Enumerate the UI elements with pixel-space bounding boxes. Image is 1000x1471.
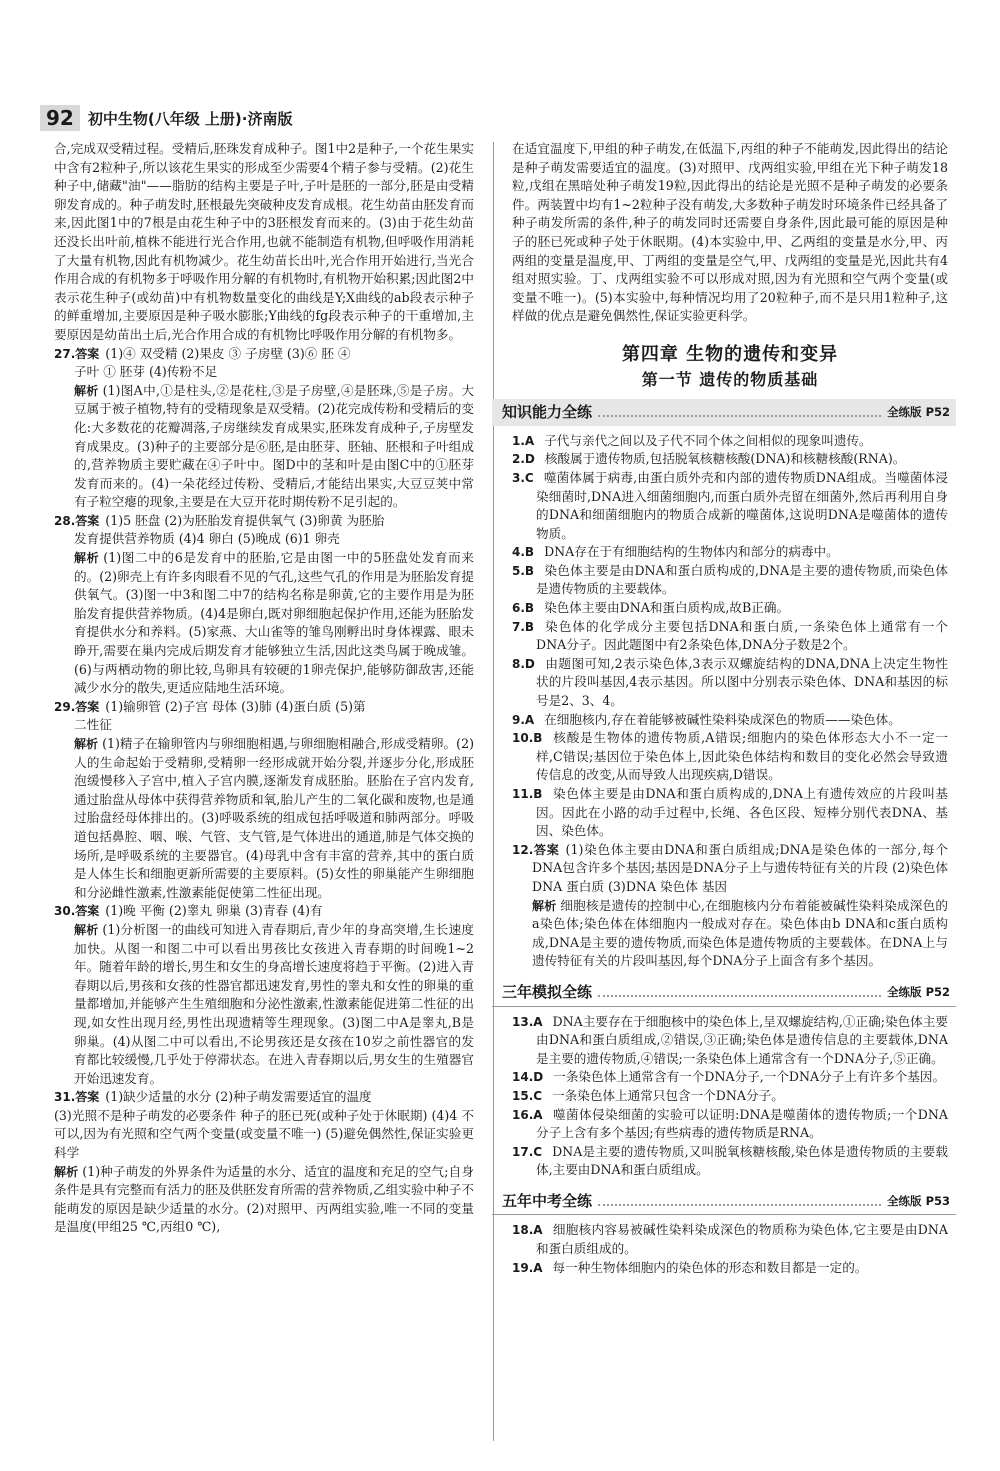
item-number: 7.B: [512, 619, 535, 634]
answer-label: 答案: [75, 346, 100, 361]
item-number: 13.A: [512, 1014, 543, 1029]
item-number: 8.D: [512, 656, 535, 671]
answer-text: (1)5 胚盘 (2)为胚胎发育提供氧气 (3)卵黄 为胚胎: [105, 512, 385, 528]
question-number: 29.: [54, 699, 76, 714]
answer-text: (1)染色体主要由DNA和蛋白质组成;DNA是染色体的一部分,每个DNA包含许多个基因;基因是DNA分子上与遗传特征有关的片段 (2)染色体 DNA 蛋白质 (3)DNA 染色体 基因: [532, 841, 948, 894]
answer-text-cont: 子叶 ① 胚芽 (4)传粉不足: [74, 364, 218, 380]
page-number: 92: [40, 105, 80, 131]
answer-item: [512, 1013, 948, 1069]
question-30: [54, 902, 474, 1088]
exercise-band-three-year: [492, 979, 956, 1007]
item-text: 噬菌体侵染细菌的实验可以证明:DNA是噬菌体的遗传物质;一个DNA分子上含有多个基因;有些病毒的遗传物质是RNA。: [536, 1106, 948, 1141]
item-number: 16.A: [512, 1107, 543, 1122]
answer-item: [512, 655, 948, 711]
chapter-title: 第四章 生物的遗传和变异: [621, 343, 839, 365]
item-text: 每一种生物体细胞内的染色体的形态和数目都是一定的。: [552, 1259, 868, 1275]
answer-label: 答案: [533, 842, 560, 857]
analysis-text: 细胞核是遗传的控制中心,在细胞核内分布着能被碱性染料染成深色的a染色体;染色体在体细胞内一般成对存在。染色体由b DNA和c蛋白质构成,DNA是主要的遗传物质,而染色体是遗传物质的主要载体。在DNA上与遗传特征有关的片段叫基因,每个DNA分子上面含有多个基因。: [532, 897, 948, 969]
answer-list-three-year: [512, 1013, 948, 1180]
answer-item: [512, 562, 948, 599]
answer-item: [512, 618, 948, 655]
answer-text: (1)④ 双受精 (2)果皮 ③ 子房壁 (3)⑥ 胚 ④: [105, 345, 351, 361]
answer-text: (1)晚 平衡 (2)睾丸 卵巢 (3)青春 (4)有: [105, 903, 323, 919]
band-page-tag: 全练版 P52: [887, 984, 950, 999]
item-text: 一条染色体上通常含有一个DNA分子,一个DNA分子上有许多个基因。: [553, 1069, 946, 1085]
answer-list-five-year: [512, 1221, 948, 1277]
item-text: 核酸属于遗传物质,包括脱氧核糖核酸(DNA)和核糖核酸(RNA)。: [544, 451, 906, 467]
question-31: [54, 1088, 474, 1237]
answer-item: [512, 711, 948, 730]
question-number: 30.: [54, 904, 76, 919]
book-title: 初中生物(八年级 上册)·济南版: [87, 109, 293, 128]
item-text: DNA存在于有细胞结构的生物体内和部分的病毒中。: [544, 544, 839, 560]
analysis-label: 解析: [74, 737, 99, 751]
analysis-text: (1)图二中的6是发育中的胚胎,它是由图一中的5胚盘处发育而来的。(2)卵壳上有许多肉眼看不见的气孔,这些气孔的作用是为胚胎发育提供氧气。(3)图一中3和图二中7的结构名称是卵黄,它的主要作用是为胚胎发育提供营养物质。(4)4是卵白,既对卵细胞起保护作用,还能为胚胎发育提供水分和养料。(5)家燕、大山雀等的雏鸟刚孵出时身体裸露、眼未睁开,需要在巢内完成后期发育才能够独立生活,因此这类鸟属于晚成雏。(6)与两栖动物的卵比较,鸟卵具有较硬的1卵壳保护,能够防御敌害,还能减少水分的散失,更适应陆地生活环境。: [74, 550, 474, 696]
answer-item: [512, 432, 948, 451]
continued-analysis: 合,完成双受精过程。受精后,胚珠发育成种子。图1中2是种子,一个花生果实中含有2粒种子,所以该花生果实的形成至少需要4个精子参与受精。(2)花生种子中,储藏"油"——脂肪的结构主要是子叶,子叶是胚的一部分,胚是由受精卵发育成的。种子萌发时,胚根最先突破种皮发育成根。花生幼苗由胚发育而来,因此图1中的7根是由花生种子中的3胚根发育而来的。(3)由于花生幼苗还没长出叶前,植株不能进行光合作用,也就不能制造有机物,但呼吸作用消耗了大量有机物,因此有机物减少。花生幼苗长出叶,光合作用开始进行,当光合作用合成的有机物多于呼吸作用分解的有机物时,有机物开始积累;因此图2中表示花生种子(或幼苗)中有机物数量变化的曲线是Y;X曲线的ab段表示种子的鲜重增加,主要原因是种子吸水膨胀;Y曲线的fg段表示种子的干重增加,主要原因是幼苗出土后,光合作用合成的有机物比呼吸作用分解的有机物多。: [54, 141, 474, 342]
analysis-label: 解析: [74, 383, 99, 398]
answer-label: 答案: [75, 904, 100, 919]
item-text: 由题图可知,2表示染色体,3表示双螺旋结构的DNA,DNA上决定生物性状的片段叫基因,4表示基因。所以图中分别表示染色体、DNA和基因的标号是2、3、4。: [536, 655, 948, 709]
answer-item: [512, 1087, 948, 1106]
item-text: 染色体主要是由DNA和蛋白质构成的,DNA是主要的遗传物质,而染色体是遗传物质的主要载体。: [536, 562, 948, 597]
answer-item: [512, 469, 948, 543]
item-text: 染色体的化学成分主要包括DNA和蛋白质,一条染色体上通常有一个DNA分子。因此题图中有2条染色体,DNA分子数是2个。: [536, 618, 948, 653]
answer-item: [512, 729, 948, 785]
item-number: 18.A: [512, 1223, 543, 1238]
answer-label: 答案: [75, 1090, 100, 1105]
question-number: 27.: [54, 346, 76, 361]
question-number: 12.: [512, 842, 534, 857]
exercise-band-knowledge: [492, 399, 956, 426]
right-column: [502, 140, 950, 1451]
item-number: 10.B: [512, 731, 543, 746]
item-number: 3.C: [512, 470, 534, 485]
column-divider: [493, 142, 494, 1441]
answer-text: (1)缺少适量的水分 (2)种子萌发需要适宜的温度: [105, 1089, 372, 1105]
question-number: 31.: [54, 1090, 76, 1105]
item-number: 9.A: [512, 712, 535, 727]
analysis-text: (1)种子萌发的外界条件为适量的水分、适宜的温度和充足的空气;自身条件是具有完整而有活力的胚及供胚发育所需的营养物质,乙组实验中种子不能萌发的原因是缺少适量的水分。(2)对照甲、丙两组实验,唯一不同的变量是温度(甲组25 ℃,丙组0 ℃),: [54, 1163, 474, 1235]
item-text: DNA是主要的遗传物质,又叫脱氧核糖核酸,染色体是遗传物质的主要载体,主要由DNA和蛋白质组成。: [536, 1143, 948, 1178]
answer-text: (1)输卵管 (2)子宫 母体 (3)肺 (4)蛋白质 (5)第: [105, 698, 366, 714]
answer-item: [512, 1068, 948, 1087]
band-dots: [598, 987, 881, 997]
answer-item: [512, 543, 948, 562]
item-text: 核酸是生物体的遗传物质,A错误;细胞内的染色体形态大小不一定一样,C错误;基因位于染色体上,因此染色体结构和数目的变化必然会导致遗传信息的改变,从而导致人出现疾病,D错误。: [536, 730, 948, 783]
item-number: 6.B: [512, 601, 535, 616]
question-number: 28.: [54, 513, 76, 528]
band-title: 三年模拟全练: [502, 982, 593, 1001]
analysis-text: (1)精子在输卵管内与卵细胞相遇,与卵细胞相融合,形成受精卵。(2)人的生命起始于受精卵,受精卵一经形成就开始分裂,并逐步分化,形成胚泡缓慢移入子宫中,植入子宫内膜,逐渐发育成胚胎。胚胎在子宫内发育,通过胎盘从母体中获得营养物质和氧,胎儿产生的二氧化碳和废物,也是通过胎盘经母体排出的。(3)呼吸系统的组成包括呼吸道和肺两部分。呼吸道包括鼻腔、咽、喉、气管、支气管,是气体进出的通道,肺是气体交换的场所,是呼吸系统的主要器官。(4)母乳中含有丰富的营养,其中的蛋白质是人体生长和细胞更新所需要的主要原料。(5)女性的卵巢能产生卵细胞和分泌雌性激素,性激素能促使第二性征出现。: [74, 736, 474, 900]
item-number: 11.B: [512, 787, 543, 801]
left-column: [54, 140, 474, 1451]
item-number: 5.B: [512, 563, 535, 578]
question-28: [54, 512, 474, 698]
section-title: 第一节 遗传的物质基础: [641, 369, 819, 389]
item-number: 15.C: [512, 1088, 543, 1103]
item-text: DNA主要存在于细胞核中的染色体上,呈双螺旋结构,①正确;染色体主要由DNA和蛋白质组成,②错误,③正确;染色体是遗传信息的主要载体,DNA是主要的遗传物质,④错误;一条染色体上通常含有一个DNA分子,⑤正确。: [536, 1013, 948, 1066]
question-29: [54, 698, 474, 903]
answer-label: 答案: [75, 699, 100, 714]
band-page-tag: 全练版 P53: [887, 1193, 950, 1208]
band-dots: [598, 407, 881, 417]
answer-item: [512, 1106, 948, 1143]
band-title: 五年中考全练: [502, 1191, 593, 1210]
item-text: 噬菌体属于病毒,由蛋白质外壳和内部的遗传物质DNA组成。当噬菌体浸染细菌时,DNA进入细菌细胞内,而蛋白质外壳留在细菌外,然后再利用自身的DNA和细菌细胞内的物质合成新的噬菌体,这说明DNA是噬菌体的遗传物质。: [536, 469, 948, 541]
item-text: 一条染色体上通常只包含一个DNA分子。: [552, 1087, 784, 1103]
analysis-label: 解析: [74, 551, 100, 566]
answer-text-cont: 发育提供营养物质 (4)4 卵白 (5)晚成 (6)1 卵壳: [74, 531, 340, 547]
continued-analysis: 在适宜温度下,甲组的种子萌发,在低温下,丙组的种子不能萌发,因此得出的结论是种子萌发需要适宜的温度。(3)对照甲、戊两组实验,甲组在光下种子萌发18粒,戊组在黑暗处种子萌发19粒,因此得出的结论是光照不是种子萌发的必要条件。两装置中均有1~2粒种子没有萌发,大多数种子萌发时环境条件已经具备了种子萌发所需的条件,种子的萌发同时还需要自身条件,因此最可能的原因是种子的胚已死或种子处于休眠期。(4)本实验中,甲、乙两组的变量是水分,甲、丙两组的变量是温度,甲、丁两组的变量是空气,甲、戊两组的变量是光,因此共有4组对照实验。丁、戊两组实验不可以形成对照,因为有光照和空气两个变量(或变量不唯一)。(5)本实验中,每种情况均用了20粒种子,而不是只用1粒种子,这样做的优点是避免偶然性,保证实验更科学。: [512, 141, 948, 324]
band-title: 知识能力全练: [502, 403, 593, 422]
answer-text-cont: 二性征: [74, 717, 112, 733]
band-page-tag: 全练版 P52: [887, 405, 950, 420]
item-number: 1.A: [512, 433, 535, 448]
answer-item: [512, 1143, 948, 1180]
analysis-label: 解析: [532, 898, 557, 913]
item-text: 子代与亲代之间以及子代不同个体之间相似的现象叫遗传。: [544, 432, 872, 448]
item-number: 19.A: [512, 1260, 543, 1275]
question-27: [54, 345, 474, 512]
item-text: 染色体主要由DNA和蛋白质构成,故B正确。: [544, 600, 790, 616]
analysis-text: (1)图A中,①是柱头,②是花柱,③是子房壁,④是胚珠,⑤是子房。大豆属于被子植物,特有的受精现象是双受精。(2)花完成传粉和受精后的变化:大多数花的花瓣凋落,子房继续发育成果实,胚珠发育成种子,子房壁发育成果皮。(3)种子的主要部分是⑥胚,是由胚芽、胚轴、胚根和子叶组成的,营养物质主要贮藏在④子叶中。图D中的茎和叶是由图C中的①胚芽发育而来的。(4)一朵花经过传粉、受精后,才能结出果实,大豆豆荚中常有子粒空瘪的现象,主要是在大豆开花时期传粉不足引起的。: [74, 382, 474, 510]
answer-item: [512, 599, 948, 618]
item-number: 17.C: [512, 1144, 543, 1159]
page-header: [40, 104, 292, 132]
answer-item: [512, 785, 948, 841]
answer-list-knowledge: [512, 432, 948, 841]
analysis-label: 解析: [74, 922, 99, 937]
item-text: 细胞核内容易被碱性染料染成深色的物质称为染色体,它主要是由DNA和蛋白质组成的。: [536, 1222, 948, 1257]
answer-item: [512, 450, 948, 469]
analysis-text: (1)分析图一的曲线可知进入青春期后,青少年的身高突增,生长速度加快。从图一和图二中可以看出男孩比女孩进入青春期的时间晚1~2年。随着年龄的增长,男生和女生的身高增长速度将趋于平衡。(2)进入青春期以后,男孩和女孩的性器官都迅速发育,男性的睾丸和女性的卵巢的重量都增加,并能够产生生殖细胞和分泌性激素,性激素能促进第二性征的出现,如女性出现月经,男性出现遗精等生理现象。(3)图二中A是睾丸,B是卵巢。(4)从图二中可以看出,不论男孩还是女孩在10岁之前性器官的发育都比较缓慢,几乎处于停滞状态。在进入青春期以后,男女生的生殖器官开始迅速发育。: [74, 921, 474, 1086]
item-text: 在细胞核内,存在着能够被碱性染料染成深色的物质——染色体。: [544, 711, 901, 727]
answer-label: 答案: [75, 513, 100, 528]
band-dots: [598, 1196, 881, 1206]
item-number: 14.D: [512, 1070, 544, 1085]
question-12: [512, 841, 948, 971]
item-number: 2.D: [512, 452, 535, 467]
answer-item: [512, 1259, 948, 1278]
exercise-band-five-year: [492, 1188, 956, 1216]
item-text: 染色体主要是由DNA和蛋白质构成的,DNA上有遗传效应的片段叫基因。因此在小路的动手过程中,长绳、各色区段、短棒分别代表DNA、基因、染色体。: [536, 786, 948, 839]
answer-text-cont: (3)光照不是种子萌发的必要条件 种子的胚已死(或种子处于休眠期) (4)4 不可以,因为有光照和空气两个变量(或变量不唯一) (5)避免偶然性,保证实验更科学: [54, 1107, 474, 1161]
item-number: 4.B: [512, 545, 535, 560]
answer-item: [512, 1221, 948, 1258]
analysis-label: 解析: [54, 1164, 79, 1179]
